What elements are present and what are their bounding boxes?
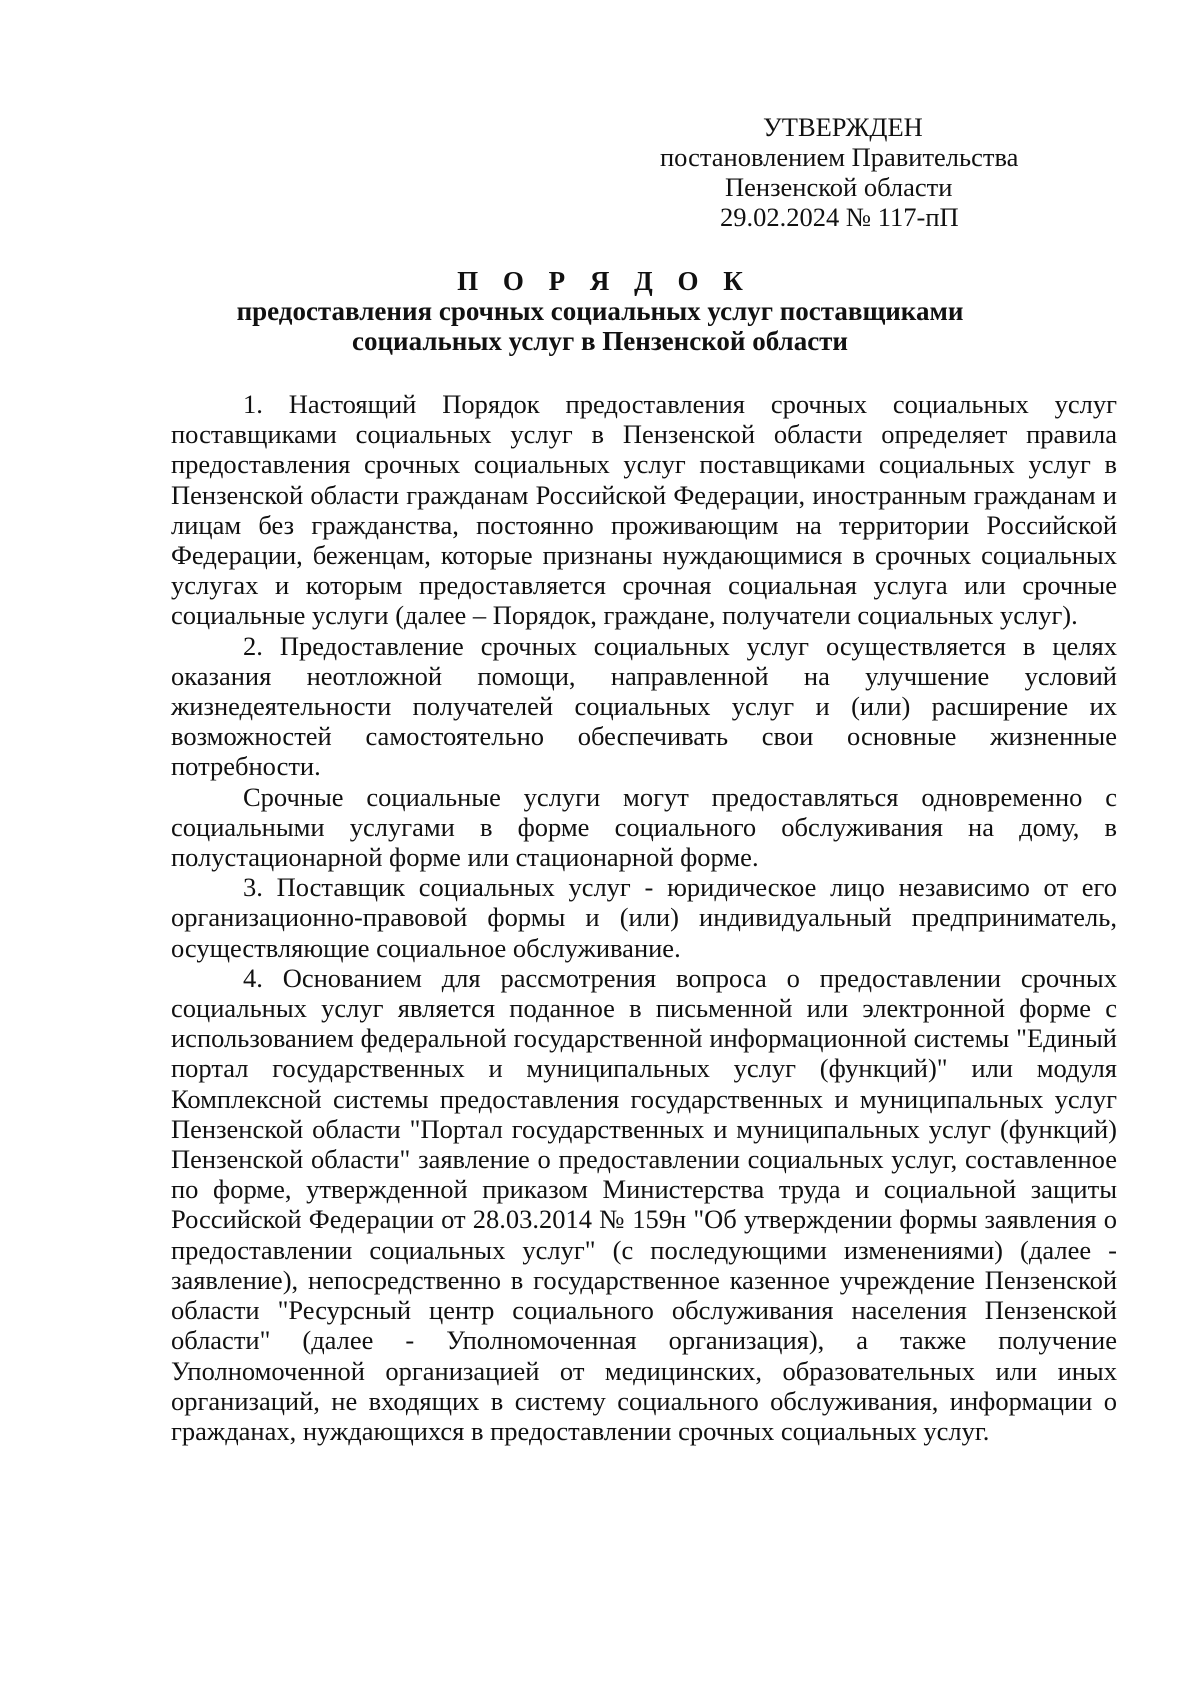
paragraph-4: 3. Поставщик социальных услуг - юридическое лицо независимо от его организационно-правовой формы и (или) индивидуальный предприниматель, осуществляющие социальное обслуживание. bbox=[171, 872, 1117, 963]
approval-date-number: 29.02.2024 № 117-пП bbox=[720, 202, 959, 232]
paragraph-2: 2. Предоставление срочных социальных услуг осуществляется в целях оказания неотложной помощи, направленной на улучшение условий жизнедеятельности получателей социальных услуг и (или) расширение их возможностей самостоятельно обеспечивать свои основные жизненные потребности. bbox=[171, 630, 1117, 782]
paragraph-3: Срочные социальные услуги могут предоставляться одновременно с социальными услугами в форме социального обслуживания на дому, в полустационарной форме или стационарной форме. bbox=[171, 781, 1117, 873]
document-title bbox=[0, 266, 1200, 356]
paragraph-1: 1. Настоящий Порядок предоставления срочных социальных услуг поставщиками социальных услуг в Пензенской области определяет правила предоставления срочных социальных услуг поставщиками социальных услуг в Пензенской области гражданам Российской Федерации, иностранным гражданам и лицам без гражданства, постоянно проживающим на территории Российской Федерации, беженцам, которые признаны нуждающимися в срочных социальных услугах и которым предоставляется срочная социальная услуга или срочные социальные услуги (далее – Порядок, граждане, получатели социальных услуг). bbox=[171, 389, 1117, 631]
title-main: П О Р Я Д О К bbox=[457, 266, 752, 296]
title-subtitle-line-2: социальных услуг в Пензенской области bbox=[352, 326, 848, 356]
approval-region: Пензенской области bbox=[725, 172, 953, 202]
paragraph-5: 4. Основанием для рассмотрения вопроса о предоставлении срочных социальных услуг является поданное в письменной или электронной форме с использованием федеральной государственной информационной системы "Единый портал государственных и муниципальных услуг (функций)" или модуля Комплексной системы предоставления государственных и муниципальных услуг Пензенской области "Портал государственных и муниципальных услуг (функций) Пензенской области" заявление о предоставлении социальных услуг, составленное по форме, утвержденной приказом Министерства труда и социальной защиты Российской Федерации от 28.03.2014 № 159н "Об утверждении формы заявления о предоставлении социальных услуг" (с последующими изменениями) (далее - заявление), непосредственно в государственное казенное учреждение Пензенской области "Ресурсный центр социального обслуживания населения Пензенской области" (далее - Уполномоченная организация), а также получение Уполномоченной организацией от медицинских, образовательных или иных организаций, не входящих в систему социального обслуживания, информации о гражданах, нуждающихся в предоставлении срочных социальных услуг. bbox=[171, 962, 1117, 1446]
approval-stamp bbox=[660, 112, 1100, 232]
approval-issuer: постановлением Правительства bbox=[660, 142, 1019, 172]
approval-heading: УТВЕРЖДЕН bbox=[763, 112, 923, 142]
title-subtitle-line-1: предоставления срочных социальных услуг поставщиками bbox=[236, 296, 964, 326]
document-body bbox=[171, 389, 1117, 1446]
